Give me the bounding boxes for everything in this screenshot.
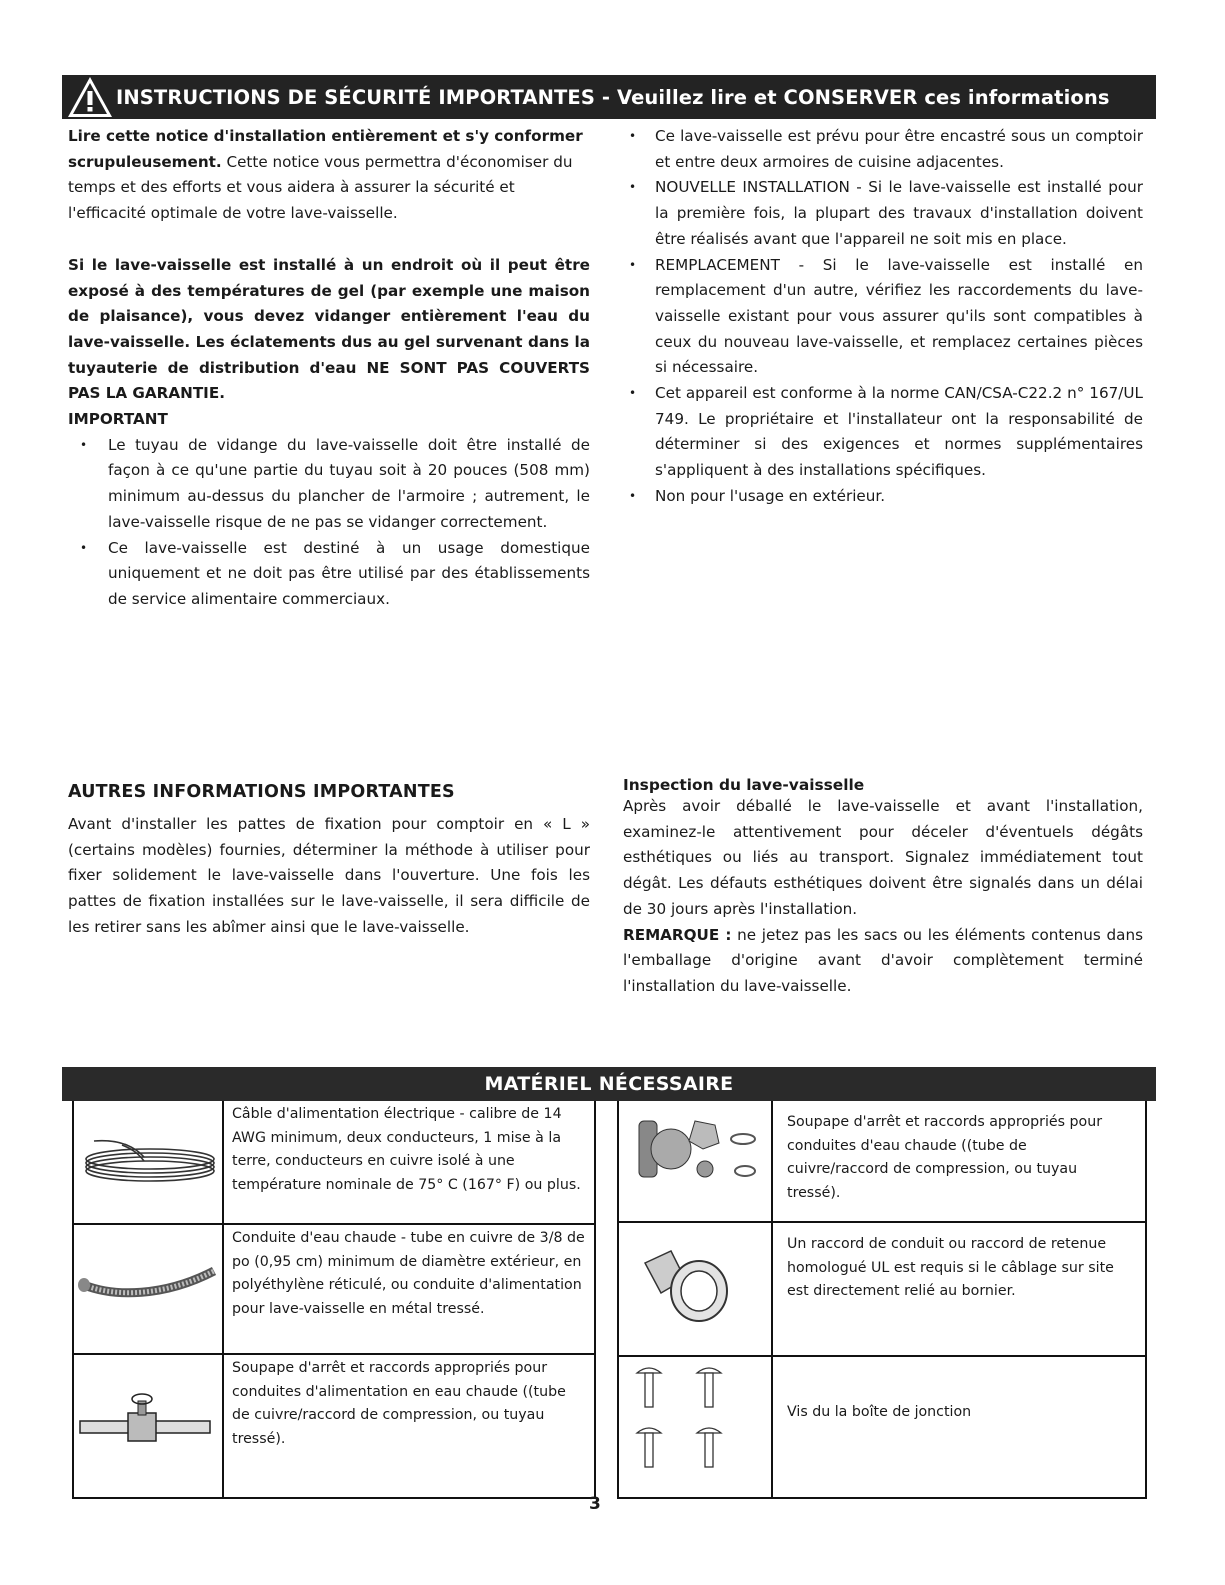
table-row <box>74 1101 594 1225</box>
safety-left-column <box>68 124 590 613</box>
inspection-section <box>623 776 1143 1000</box>
shutoff-valve-icon <box>74 1355 224 1497</box>
fittings-icon <box>619 1101 773 1221</box>
list-item: • Non pour l'usage en extérieur. <box>623 484 1143 510</box>
intro-bold: Lire cette notice d'installation entièrement et s'y conformer scrupuleusement. <box>68 127 583 171</box>
material-description: Vis du la boîte de jonction <box>787 1404 972 1420</box>
table-row <box>619 1357 1145 1497</box>
list-item: • Ce lave-vaisselle est destiné à un usage domestique uniquement et ne doit pas être utilisé par des établissements de service alimentaire commerciaux. <box>68 536 590 613</box>
important-list <box>68 433 590 613</box>
materials-heading: MATÉRIEL NÉCESSAIRE <box>62 1067 1156 1101</box>
table-row <box>619 1223 1145 1357</box>
inspection-body: Après avoir déballé le lave-vaisselle et avant l'installation, examinez-le attentivement pour déceler d'éventuels dégâts esthétiques ou liés au transport. Signalez immédiatement tout dégât. Les défauts esthétiques doivent être signalés dans un délai de 30 jours après l'installation. <box>623 797 1143 918</box>
materials-table-left <box>72 1101 596 1499</box>
other-info-body: Avant d'installer les pattes de fixation pour comptoir en « L » (certains modèles) fournies, déterminer la méthode à utiliser pour fixer solidement le lave-vaisselle dans l'ouverture. Une fois les pattes de fixation installées sur le lave-vaisselle, il sera difficile de les retirer sans les abîmer ainsi que le lave-vaisselle. <box>68 815 590 936</box>
other-info-section <box>68 782 590 941</box>
table-row <box>74 1355 594 1497</box>
material-description: Conduite d'eau chaude - tube en cuivre de 3/8 de po (0,95 cm) minimum de diamètre extérieur, en polyéthylène réticulé, ou conduite d'alimentation pour lave-vaisselle en métal tressé. <box>232 1230 585 1317</box>
materials-table-right <box>617 1101 1147 1499</box>
remark-text: ne jetez pas les sacs ou les éléments contenus dans l'emballage d'origine avant d'avoir complètement terminé l'installation du lave-vaisselle. <box>623 925 1143 995</box>
table-row <box>619 1101 1145 1223</box>
power-cable-coil-icon <box>74 1101 224 1223</box>
conduit-connector-icon <box>619 1223 773 1355</box>
table-row <box>74 1225 594 1355</box>
safety-list <box>623 124 1143 510</box>
list-item: • Le tuyau de vidange du lave-vaisselle doit être installé de façon à ce qu'une partie du tuyau soit à 20 pouces (508 mm) minimum au-dessus du plancher de l'armoire ; autrement, le lave-vaisselle risque de ne pas se vidanger correctement. <box>68 433 590 536</box>
material-description: Un raccord de conduit ou raccord de retenue homologué UL est requis si le câblage sur site est directement relié au bornier. <box>787 1236 1114 1299</box>
material-description: Câble d'alimentation électrique - calibre de 14 AWG minimum, deux conducteurs, 1 mise à la terre, conducteurs en cuivre isolé à une température nominale de 75° C (167° F) ou plus. <box>232 1106 581 1193</box>
freeze-warning: Si le lave-vaisselle est installé à un endroit où il peut être exposé à des températures de gel (par exemple une maison de plaisance), vous devez vidanger entièrement l'eau du lave-vaisselle. Les éclatements dus au gel survenant dans la tuyauterie de distribution d'eau NE SONT PAS COUVERTS PAS LA GARANTIE. <box>68 255 590 403</box>
list-item: • Cet appareil est conforme à la norme CAN/CSA-C22.2 n° 167/UL 749. Le propriétaire et l'installateur ont la responsabilité de déterminer si des exigences et normes supplémentaires s'appliquent à des installations spécifiques. <box>623 381 1143 484</box>
material-description: Soupape d'arrêt et raccords appropriés pour conduites d'alimentation en eau chaude ((tube de cuivre/raccord de compression, ou tuyau tressé). <box>232 1360 566 1447</box>
important-heading: IMPORTANT <box>68 410 168 429</box>
material-description: Soupape d'arrêt et raccords appropriés pour conduites d'eau chaude ((tube de cuivre/raccord de compression, ou tuyau tressé). <box>787 1114 1103 1201</box>
intro-text: Cette notice vous permettra d'économiser du temps et des efforts et vous aidera à assurer la sécurité et l'efficacité optimale de votre lave-vaisselle. <box>68 152 573 223</box>
intro-paragraph <box>68 124 590 227</box>
list-item: • Ce lave-vaisselle est prévu pour être encastré sous un comptoir et entre deux armoires de cuisine adjacentes. <box>623 124 1143 175</box>
list-item: • NOUVELLE INSTALLATION - Si le lave-vaisselle est installé pour la première fois, la plupart des travaux d'installation doivent être réalisés avant que l'appareil ne soit mis en place. <box>623 175 1143 252</box>
braided-hose-icon <box>74 1225 224 1353</box>
safety-right-column <box>623 124 1143 510</box>
remark-paragraph <box>623 923 1143 1000</box>
safety-banner <box>62 75 1156 119</box>
other-info-heading: AUTRES INFORMATIONS IMPORTANTES <box>68 782 455 802</box>
remark-label: REMARQUE : <box>623 925 732 944</box>
list-item: • REMPLACEMENT - Si le lave-vaisselle est installé en remplacement d'un autre, vérifiez les raccordements du lave-vaisselle existant pour vous assurer qu'ils sont compatibles à ceux du nouveau lave-vaisselle, et remplacez certaines pièces si nécessaire. <box>623 253 1143 382</box>
banner-title: INSTRUCTIONS DE SÉCURITÉ IMPORTANTES - Veuillez lire et CONSERVER ces informations <box>116 85 1110 109</box>
warning-triangle-icon <box>66 75 114 119</box>
inspection-heading: Inspection du lave-vaisselle <box>623 776 865 794</box>
page-number: 3 <box>589 1494 601 1514</box>
screws-icon <box>619 1357 773 1497</box>
